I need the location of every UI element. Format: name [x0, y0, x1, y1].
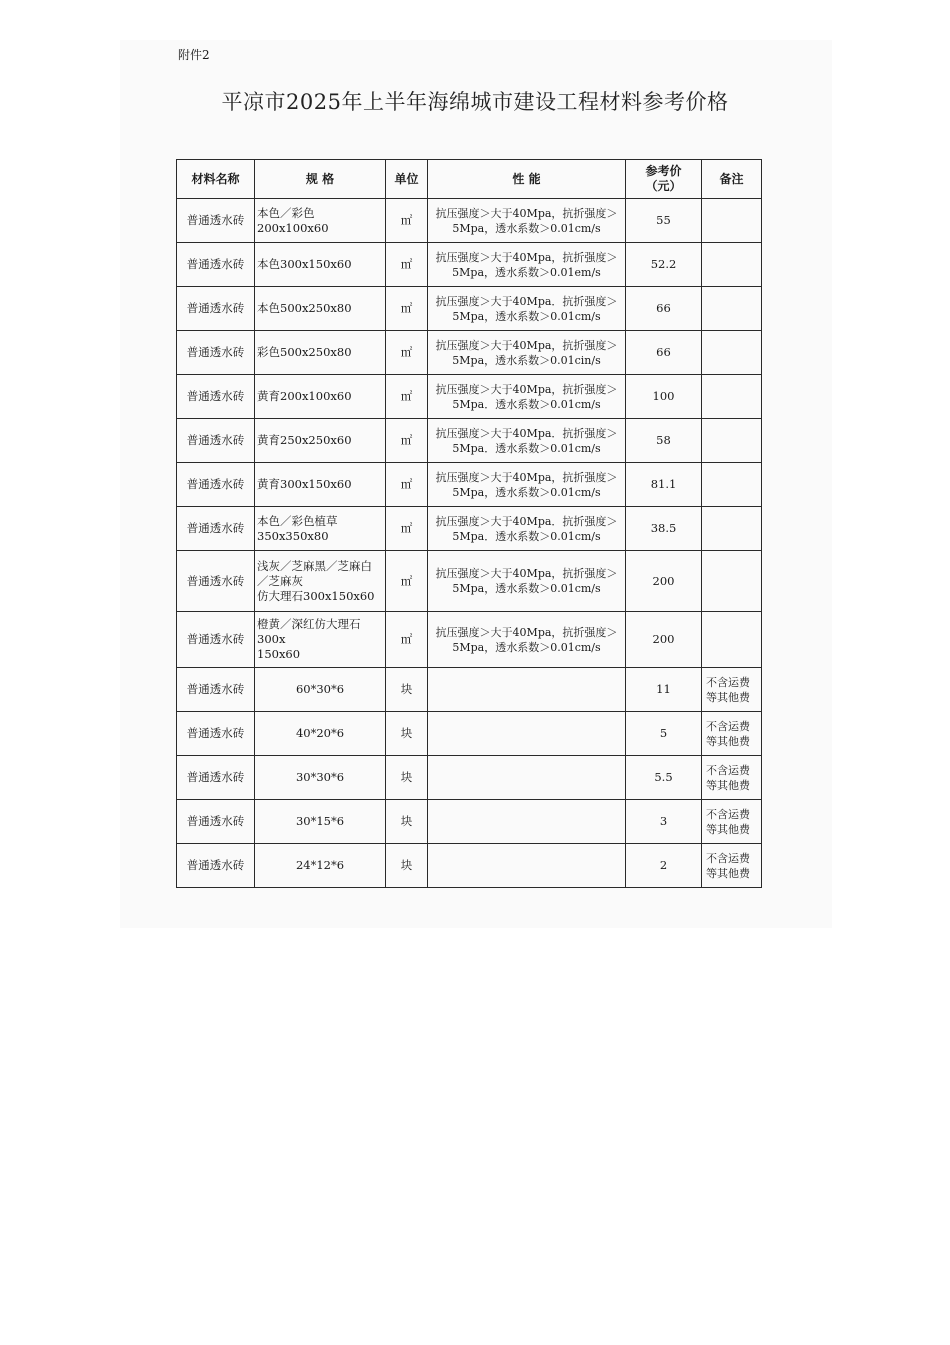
cell-performance: [428, 507, 626, 551]
spec-line: 24*12*6: [295, 858, 345, 872]
cell-spec: [255, 287, 386, 331]
cell-performance: [428, 712, 626, 756]
performance-line: 抗压强度＞大于40Mpa．抗折强度＞: [435, 514, 618, 528]
page-title: 平凉市2025年上半年海绵城市建设工程材料参考价格: [221, 90, 729, 114]
table-row: [177, 668, 762, 712]
header-material-name: 材料名称: [177, 160, 255, 199]
cell-spec: [255, 463, 386, 507]
table-body: [177, 199, 762, 888]
cell-material-name: 普通透水砖: [177, 668, 255, 712]
cell-price: 66: [626, 331, 702, 375]
spec-line: 黄育300x150x60: [257, 477, 352, 491]
performance-line: 抗压强度＞大于40Mpa，抗折强度＞: [435, 625, 618, 639]
table-row: [177, 287, 762, 331]
performance-line: 抗压强度＞大于40Mpa，抗折强度＞: [435, 206, 618, 220]
cell-spec: [255, 612, 386, 668]
cell-unit: ㎡: [386, 199, 428, 243]
cell-price: 5: [626, 712, 702, 756]
cell-material-name: 普通透水砖: [177, 756, 255, 800]
spec-line: 彩色500x250x80: [257, 345, 352, 359]
table-row: [177, 551, 762, 612]
spec-line: 150x60: [257, 647, 301, 661]
cell-price: 38.5: [626, 507, 702, 551]
cell-performance: [428, 287, 626, 331]
remark-line: 等其他费: [706, 866, 750, 880]
header-price-line1: 参考价: [645, 164, 682, 178]
attachment-label: 附件2: [178, 48, 210, 62]
cell-remark: [702, 551, 762, 612]
cell-spec: [255, 375, 386, 419]
performance-line: 5Mpa，透水系数＞0.01cm/s: [452, 309, 601, 323]
cell-spec: [255, 507, 386, 551]
table-row: [177, 712, 762, 756]
cell-material-name: 普通透水砖: [177, 199, 255, 243]
cell-unit: ㎡: [386, 507, 428, 551]
cell-performance: [428, 800, 626, 844]
performance-line: 5Mpa．透水系数＞0.01cm/s: [452, 397, 601, 411]
performance-line: 5Mpa，透水系数＞0.01cm/s: [452, 485, 601, 499]
performance-line: 5Mpa，透水系数＞0.01cm/s: [452, 582, 601, 595]
table-row: [177, 419, 762, 463]
cell-remark: [702, 844, 762, 888]
performance-line: 抗压强度＞大于40Mpa，抗折强度＞: [435, 382, 618, 396]
cell-performance: [428, 375, 626, 419]
cell-remark: [702, 712, 762, 756]
cell-unit: 块: [386, 800, 428, 844]
price-table: [176, 159, 762, 888]
cell-price: 52.2: [626, 243, 702, 287]
table-row: [177, 612, 762, 668]
cell-unit: 块: [386, 712, 428, 756]
performance-line: 5Mpa．透水系数＞0.01cm/s: [452, 529, 601, 543]
spec-line: 黄育250x250x60: [257, 433, 352, 447]
remark-line: 不含运费: [706, 851, 750, 865]
cell-price: 200: [626, 551, 702, 612]
header-remark: 备注: [702, 160, 762, 199]
table-row: [177, 463, 762, 507]
cell-remark: [702, 375, 762, 419]
cell-unit: ㎡: [386, 463, 428, 507]
spec-line: 60*30*6: [295, 682, 345, 696]
cell-spec: [255, 844, 386, 888]
spec-line: 300x: [257, 632, 286, 646]
cell-performance: [428, 463, 626, 507]
performance-line: 抗压强度＞大于40Mpa，抗折强度＞: [435, 470, 618, 484]
cell-unit: ㎡: [386, 243, 428, 287]
cell-unit: 块: [386, 668, 428, 712]
cell-price: 2: [626, 844, 702, 888]
cell-material-name: 普通透水砖: [177, 243, 255, 287]
cell-unit: ㎡: [386, 375, 428, 419]
performance-line: 5Mpa，透水系数＞0.01cm/s: [452, 640, 601, 654]
cell-spec: [255, 551, 386, 612]
cell-remark: [702, 419, 762, 463]
cell-price: 66: [626, 287, 702, 331]
cell-price: 58: [626, 419, 702, 463]
cell-unit: 块: [386, 844, 428, 888]
header-spec: 规 格: [255, 160, 386, 199]
spec-line: 浅灰／芝麻黑／芝麻白: [257, 558, 372, 573]
remark-line: 不含运费: [706, 675, 750, 689]
header-unit: 单位: [386, 160, 428, 199]
table-row: [177, 375, 762, 419]
cell-performance: [428, 551, 626, 612]
performance-line: 抗压强度＞大于40Mpa，抗折强度＞: [435, 338, 618, 352]
cell-performance: [428, 612, 626, 668]
cell-material-name: 普通透水砖: [177, 551, 255, 612]
cell-spec: [255, 199, 386, 243]
header-performance: 性 能: [428, 160, 626, 199]
cell-remark: [702, 287, 762, 331]
spec-line: 30*30*6: [295, 770, 345, 784]
cell-material-name: 普通透水砖: [177, 712, 255, 756]
cell-unit: ㎡: [386, 331, 428, 375]
cell-spec: [255, 712, 386, 756]
performance-line: 抗压强度＞大于40Mpa，抗折强度＞: [435, 567, 618, 580]
spec-line: 本色500x250x80: [257, 301, 352, 315]
cell-remark: [702, 800, 762, 844]
cell-spec: [255, 800, 386, 844]
performance-line: 抗压强度＞大于40Mpa．抗折强度＞: [435, 294, 618, 308]
remark-line: 等其他费: [706, 822, 750, 836]
spec-line: ／芝麻灰: [257, 573, 303, 588]
performance-line: 5Mpa，透水系数＞0.01cin/s: [452, 353, 601, 367]
cell-price: 5.5: [626, 756, 702, 800]
cell-unit: ㎡: [386, 287, 428, 331]
remark-line: 等其他费: [706, 734, 750, 748]
cell-unit: ㎡: [386, 419, 428, 463]
cell-material-name: 普通透水砖: [177, 375, 255, 419]
spec-line: 橙黄／深红仿大理石: [257, 617, 361, 631]
spec-line: 仿大理石300x150x60: [257, 588, 375, 603]
header-price: [626, 160, 702, 199]
cell-material-name: 普通透水砖: [177, 287, 255, 331]
cell-spec: [255, 668, 386, 712]
cell-unit: 块: [386, 756, 428, 800]
spec-line: 本色／彩色植草: [257, 513, 338, 528]
table-row: [177, 507, 762, 551]
spec-line: 本色／彩色200x100x60: [257, 205, 329, 235]
header-price-line2: （元）: [645, 179, 682, 193]
cell-price: 81.1: [626, 463, 702, 507]
cell-spec: [255, 756, 386, 800]
cell-unit: ㎡: [386, 612, 428, 668]
cell-performance: [428, 243, 626, 287]
cell-material-name: 普通透水砖: [177, 419, 255, 463]
cell-performance: [428, 331, 626, 375]
spec-line: 本色300x150x60: [257, 257, 352, 271]
table-row: [177, 800, 762, 844]
remark-line: 不含运费: [706, 719, 750, 733]
cell-remark: [702, 331, 762, 375]
cell-material-name: 普通透水砖: [177, 844, 255, 888]
remark-line: 不含运费: [706, 763, 750, 777]
table-header-row: [177, 160, 762, 199]
cell-price: 100: [626, 375, 702, 419]
cell-price: 55: [626, 199, 702, 243]
spec-line: 350x350x80: [257, 528, 329, 543]
cell-material-name: 普通透水砖: [177, 331, 255, 375]
performance-line: 5Mpa，透水系数＞0.01cm/s: [452, 221, 601, 235]
cell-performance: [428, 844, 626, 888]
cell-spec: [255, 331, 386, 375]
cell-price: 200: [626, 612, 702, 668]
cell-remark: [702, 612, 762, 668]
cell-remark: [702, 199, 762, 243]
performance-line: 5Mpa，透水系数＞0.01em/s: [452, 265, 601, 279]
cell-performance: [428, 668, 626, 712]
cell-material-name: 普通透水砖: [177, 507, 255, 551]
cell-spec: [255, 243, 386, 287]
table-row: [177, 331, 762, 375]
table-row: [177, 199, 762, 243]
cell-remark: [702, 463, 762, 507]
cell-material-name: 普通透水砖: [177, 612, 255, 668]
performance-line: 抗压强度＞大于40Mpa．抗折强度＞: [435, 426, 618, 440]
remark-line: 等其他费: [706, 690, 750, 704]
remark-line: 不含运费: [706, 807, 750, 821]
cell-remark: [702, 668, 762, 712]
cell-remark: [702, 243, 762, 287]
cell-performance: [428, 199, 626, 243]
remark-line: 等其他费: [706, 778, 750, 792]
spec-line: 30*15*6: [295, 814, 345, 828]
spec-line: 黄育200x100x60: [257, 389, 352, 403]
cell-spec: [255, 419, 386, 463]
cell-remark: [702, 756, 762, 800]
cell-performance: [428, 756, 626, 800]
table-row: [177, 243, 762, 287]
performance-line: 5Mpa．透水系数＞0.01cm/s: [452, 441, 601, 455]
table-row: [177, 756, 762, 800]
cell-unit: ㎡: [386, 551, 428, 612]
table-row: [177, 844, 762, 888]
cell-price: 3: [626, 800, 702, 844]
cell-performance: [428, 419, 626, 463]
cell-price: 11: [626, 668, 702, 712]
spec-line: 40*20*6: [295, 726, 345, 740]
cell-material-name: 普通透水砖: [177, 463, 255, 507]
cell-remark: [702, 507, 762, 551]
cell-material-name: 普通透水砖: [177, 800, 255, 844]
performance-line: 抗压强度＞大于40Mpa，抗折强度＞: [435, 250, 618, 264]
